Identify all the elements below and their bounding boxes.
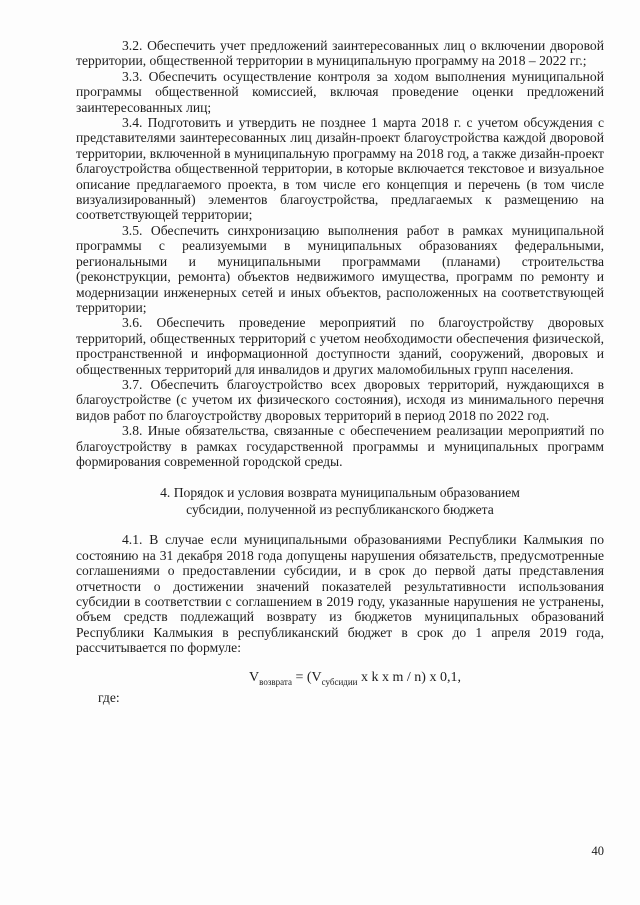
paragraph-3-7: 3.7. Обеспечить благоустройство всех дворовых территорий, нуждающихся в благоустройстве (с учетом их физического состояния), исходя из минимального перечня видов работ по благоустройству дворовых территорий в период 2018 по 2022 год.	[76, 376, 604, 423]
paragraph-3-6: 3.6. Обеспечить проведение мероприятий по благоустройству дворовых территорий, общественных территорий с учетом необходимости обеспечения физической, пространственной и информационной доступности зданий, сооружений, дворовых и общественных территорий для инвалидов и других маломобильных групп населения.	[76, 315, 604, 377]
paragraph-3-8: 3.8. Иные обязательства, связанные с обеспечением реализации мероприятий по благоустройству в рамках государственной программы и муниципальных программ формирования современной городской среды.	[76, 423, 604, 469]
paragraph-3-4: 3.4. Подготовить и утвердить не позднее 1 марта 2018 г. с учетом обсуждения с представителями заинтересованных лиц дизайн-проект благоустройства каждой дворовой территории, включенной в муниципальную программу на 2018 год, а также дизайн-проект благоустройства общественной территории, в которые включается текстовое и визуальное описание предлагаемого проекта, в том числе его концепция и перечень (в том числе визуализированный) элементов благоустройства, предлагаемых к размещению на соответствующей территории;	[76, 115, 604, 223]
paragraph-3-5: 3.5. Обеспечить синхронизацию выполнения работ в рамках муниципальной программы с реализуемыми в муниципальных образованиях федеральными, региональными и муниципальными программами (планами) строительства (реконструкции, ремонта) объектов недвижимого имущества, программ по ремонту и модернизации инженерных сетей и иных объектов, расположенных на соответствующей территории;	[76, 222, 604, 315]
formula-v: V	[249, 669, 260, 685]
section-heading-line-2: субсидии, полученной из республиканского бюджета	[186, 502, 494, 518]
formula-v-subscript: возврата	[259, 676, 292, 687]
formula-subsidy-subscript: субсидии	[321, 676, 358, 687]
paragraph-3-2: 3.2. Обеспечить учет предложений заинтересованных лиц о включении дворовой территории, общественной территории в муниципальную программу на 2018 – 2022 гг.;	[76, 38, 604, 69]
paragraph-3-3: 3.3. Обеспечить осуществление контроля за ходом выполнения муниципальной программы общественной комиссией, включая проведение оценки предложений заинтересованных лиц;	[76, 68, 604, 115]
paragraph-4-1: 4.1. В случае если муниципальными образованиями Республики Калмыкия по состоянию на 31 декабря 2018 года допущены нарушения обязательств, предусмотренные соглашениями о предоставлении субсидии, и в срок до первой даты представления отчетности о достижении значений показателей результативности использования субсидии в соответствии с соглашением в 2019 году, указанные нарушения не устранены, объем средств подлежащий возврату из бюджетов муниципальных образований Республики Калмыкия в республиканский бюджет в срок до 1 апреля 2019 года, рассчитывается по формуле:	[76, 532, 604, 656]
page-number: 40	[591, 844, 604, 858]
formula-equals: = (V	[291, 669, 322, 685]
formula	[76, 670, 604, 687]
formula-rest: x k x m / n) x 0,1,	[357, 669, 461, 685]
section-heading-line-1: 4. Порядок и условия возврата муниципальным образованием	[160, 485, 520, 501]
where-label: где:	[98, 690, 120, 706]
section-heading	[76, 484, 604, 518]
